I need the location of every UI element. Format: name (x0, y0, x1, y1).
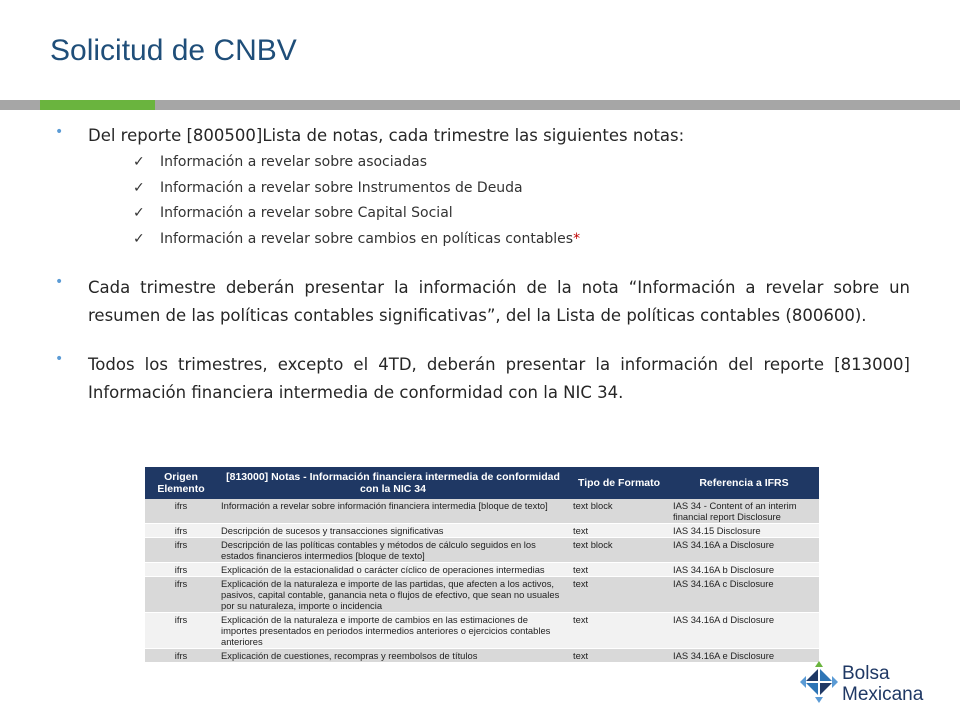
table-header-row (145, 467, 819, 499)
table-cell: ifrs (145, 524, 217, 538)
checklist-item (133, 227, 910, 253)
header-notes: [813000] Notas - Información financiera intermedia de conformidad con la NIC 34 (217, 467, 569, 499)
checkmark-icon: ✓ (133, 230, 145, 247)
title-divider-accent (40, 100, 155, 110)
table-cell: Descripción de sucesos y transacciones significativas (217, 524, 569, 538)
bmv-logo-icon (800, 661, 838, 707)
bullet-item (55, 351, 910, 407)
table-cell: text (569, 613, 669, 649)
logo-text-line1: Bolsa (842, 663, 890, 684)
checklist-item-text: Información a revelar sobre Instrumentos de Deuda (160, 179, 523, 196)
table-row (145, 613, 819, 649)
bullet-icon: • (55, 274, 64, 290)
table-cell: ifrs (145, 538, 217, 563)
table-cell: ifrs (145, 563, 217, 577)
header-origin: Origen Elemento (145, 467, 217, 499)
checkmark-icon: ✓ (133, 154, 145, 170)
table-row (145, 538, 819, 563)
table-cell: Explicación de cuestiones, recompras y reembolsos de títulos (217, 649, 569, 663)
table-cell: IAS 34.15 Disclosure (669, 524, 819, 538)
table-cell: text (569, 577, 669, 613)
bullet-icon: • (55, 124, 64, 140)
table-row (145, 649, 819, 663)
table-cell: IAS 34.16A c Disclosure (669, 577, 819, 613)
table-cell: ifrs (145, 499, 217, 524)
bullet-list (55, 124, 910, 407)
table-cell: IAS 34 - Content of an interim financial report Disclosure (669, 499, 819, 524)
checklist (88, 150, 910, 252)
table-row (145, 563, 819, 577)
header-ifrs-reference: Referencia a IFRS (669, 467, 819, 499)
table-cell: IAS 34.16A b Disclosure (669, 563, 819, 577)
bullet-icon: • (55, 351, 64, 367)
table-cell: text block (569, 499, 669, 524)
table-cell: Explicación de la naturaleza e importe de las partidas, que afecten a los activos, pasivos, capital contable, ganancia neta o flujos de efectivo, que sean no usuales por su naturaleza, importe o incidencia (217, 577, 569, 613)
table-cell: ifrs (145, 613, 217, 649)
bullet-text: Del reporte [800500]Lista de notas, cada trimestre las siguientes notas: (88, 126, 685, 145)
logo-text-line2: Mexicana (842, 684, 924, 705)
checklist-item (133, 176, 910, 202)
table-cell: ifrs (145, 577, 217, 613)
header-format: Tipo de Formato (569, 467, 669, 499)
checkmark-icon: ✓ (133, 205, 145, 221)
slide-title: Solicitud de CNBV (50, 34, 297, 67)
checkmark-icon: ✓ (133, 179, 145, 196)
bullet-item (55, 274, 910, 330)
table-cell: text (569, 563, 669, 577)
checklist-item-text: Información a revelar sobre cambios en políticas contables (160, 230, 574, 247)
checklist-item (133, 150, 910, 176)
asterisk-note: * (573, 230, 581, 247)
checklist-item (133, 201, 910, 227)
table-cell: IAS 34.16A d Disclosure (669, 613, 819, 649)
bolsa-mexicana-logo (800, 661, 940, 709)
table-row (145, 524, 819, 538)
table-cell: IAS 34.16A a Disclosure (669, 538, 819, 563)
table-cell: Descripción de las políticas contables y métodos de cálculo seguidos en los estados financieros intermedios [bloque de texto] (217, 538, 569, 563)
table-cell: Información a revelar sobre información financiera intermedia [bloque de texto] (217, 499, 569, 524)
table-cell: text block (569, 538, 669, 563)
checklist-item-text: Información a revelar sobre Capital Social (160, 205, 453, 221)
table-cell: text (569, 524, 669, 538)
bullet-text: Todos los trimestres, excepto el 4TD, deberán presentar la información del reporte [813000] Información financiera intermedia de conformidad con la NIC 34. (88, 355, 910, 402)
table-cell: IAS 34.16A e Disclosure (669, 649, 819, 663)
notes-table-image (145, 467, 819, 662)
table-cell: Explicación de la estacionalidad o carácter cíclico de operaciones intermedias (217, 563, 569, 577)
checklist-item-text: Información a revelar sobre asociadas (160, 154, 427, 170)
table-cell: ifrs (145, 649, 217, 663)
notes-table (145, 467, 819, 662)
table-cell: Explicación de la naturaleza e importe de cambios en las estimaciones de importes presentados en periodos intermedios anteriores o ejercicios contables anteriores (217, 613, 569, 649)
bullet-text: Cada trimestre deberán presentar la información de la nota “Información a revelar sobre un resumen de las políticas contables significativas”, del la Lista de políticas contables (800600). (88, 278, 910, 325)
table-row (145, 499, 819, 524)
bullet-item (55, 124, 910, 252)
table-row (145, 577, 819, 613)
logo-text (842, 663, 923, 705)
table-cell: text (569, 649, 669, 663)
